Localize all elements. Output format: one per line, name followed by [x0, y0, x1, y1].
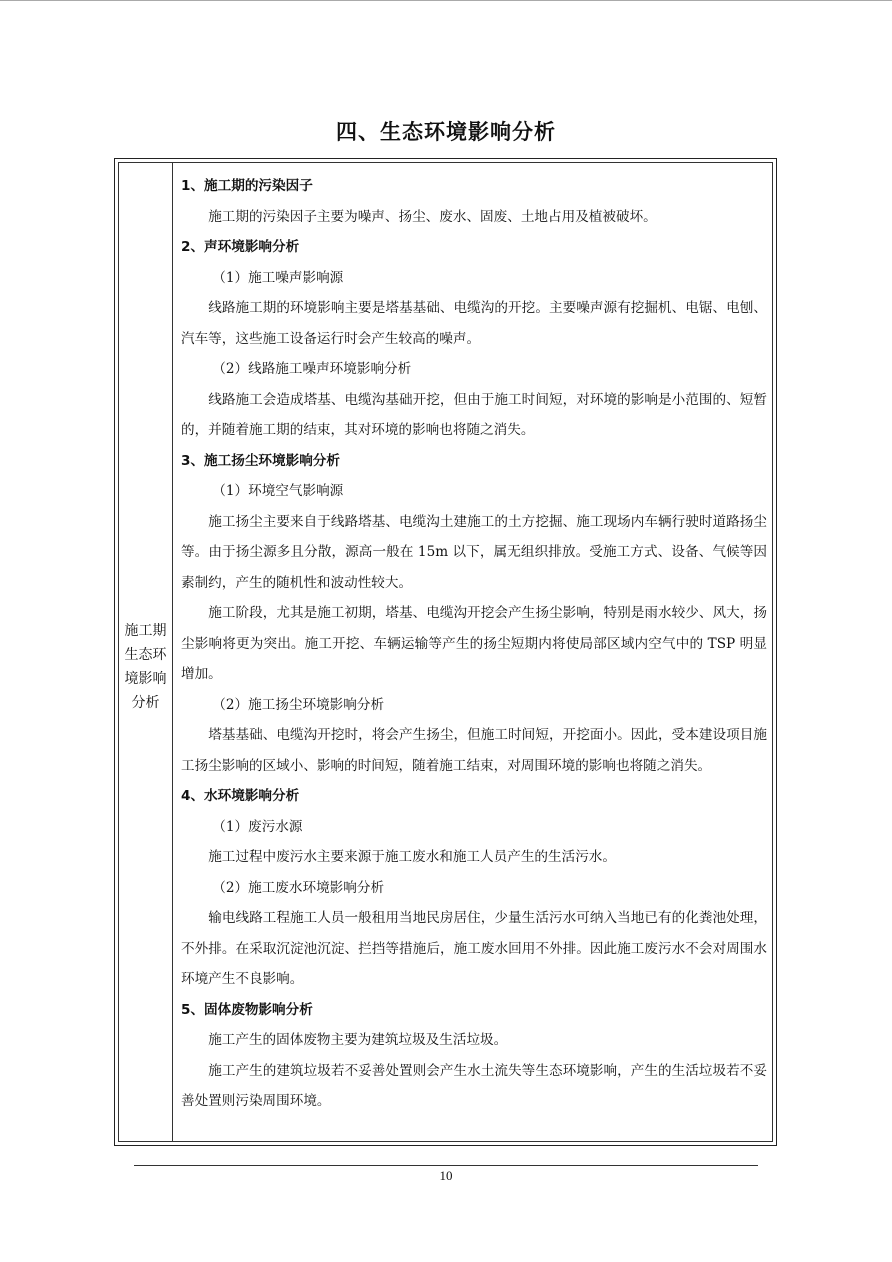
content-cell	[173, 163, 772, 1141]
analysis-table-inner	[118, 162, 773, 1142]
section-heading: 5、固体废物影响分析	[181, 1001, 313, 1018]
paragraph: 线路施工期的环境影响主要是塔基基础、电缆沟的开挖。主要噪声源有挖掘机、电锯、电刨、汽车等，这些施工设备运行时会产生较高的噪声。	[181, 300, 767, 347]
paragraph: 线路施工会造成塔基、电缆沟基础开挖，但由于施工时间短，对环境的影响是小范围的、短暂的，并随着施工期的结束，其对环境的影响也将随之消失。	[181, 391, 767, 438]
analysis-table	[114, 158, 777, 1146]
paragraph: 施工扬尘主要来自于线路塔基、电缆沟土建施工的土方挖掘、施工现场内车辆行驶时道路扬尘等。由于扬尘源多且分散，源高一般在 15m 以下，属无组织排放。受施工方式、设备、气候等因素制约，产生的随机性和波动性较大。	[181, 513, 767, 591]
paragraph: 施工产生的固体废物主要为建筑垃圾及生活垃圾。	[208, 1032, 508, 1048]
subsection-title: （1）环境空气影响源	[212, 483, 344, 499]
paragraph: 施工过程中废污水主要来源于施工废水和施工人员产生的生活污水。	[208, 849, 616, 865]
paragraph: 施工产生的建筑垃圾若不妥善处置则会产生水土流失等生态环境影响，产生的生活垃圾若不妥善处置则污染周围环境。	[181, 1062, 767, 1109]
subsection-title: （2）施工扬尘环境影响分析	[212, 696, 385, 713]
footer-rule	[134, 1165, 758, 1166]
section-heading: 1、施工期的污染因子	[181, 178, 313, 194]
paragraph: 塔基基础、电缆沟开挖时，将会产生扬尘，但施工时间短，开挖面小。因此，受本建设项目施工扬尘影响的区域小、影响的时间短，随着施工结束，对周围环境的影响也将随之消失。	[181, 727, 767, 774]
section-heading: 4、水环境影响分析	[181, 788, 300, 804]
section-heading: 2、声环境影响分析	[181, 239, 300, 255]
subsection-title: （2）线路施工噪声环境影响分析	[212, 361, 412, 377]
subsection-title: （1）施工噪声影响源	[212, 269, 344, 286]
row-label-cell	[119, 163, 173, 1141]
paragraph: 输电线路工程施工人员一般租用当地民房居住，少量生活污水可纳入当地已有的化粪池处理，不外排。在采取沉淀池沉淀、拦挡等措施后，施工废水回用不外排。因此施工废污水不会对周围水环境产生不良影响。	[181, 910, 767, 987]
page-number: 10	[439, 1168, 453, 1183]
top-edge-rule	[0, 0, 892, 1]
paragraph: 施工阶段，尤其是施工初期，塔基、电缆沟开挖会产生扬尘影响，特别是雨水较少、风大，扬尘影响将更为突出。施工开挖、车辆运输等产生的扬尘短期内将使局部区域内空气中的 TSP 明显增加。	[181, 605, 767, 682]
section-heading: 3、施工扬尘环境影响分析	[181, 452, 340, 469]
page-title: 四、生态环境影响分析	[336, 120, 556, 144]
row-label: 施工期生态环境影响分析	[124, 623, 167, 711]
subsection-title: （2）施工废水环境影响分析	[212, 879, 385, 896]
subsection-title: （1）废污水源	[212, 818, 303, 835]
paragraph: 施工期的污染因子主要为噪声、扬尘、废水、固废、土地占用及植被破坏。	[208, 208, 657, 225]
